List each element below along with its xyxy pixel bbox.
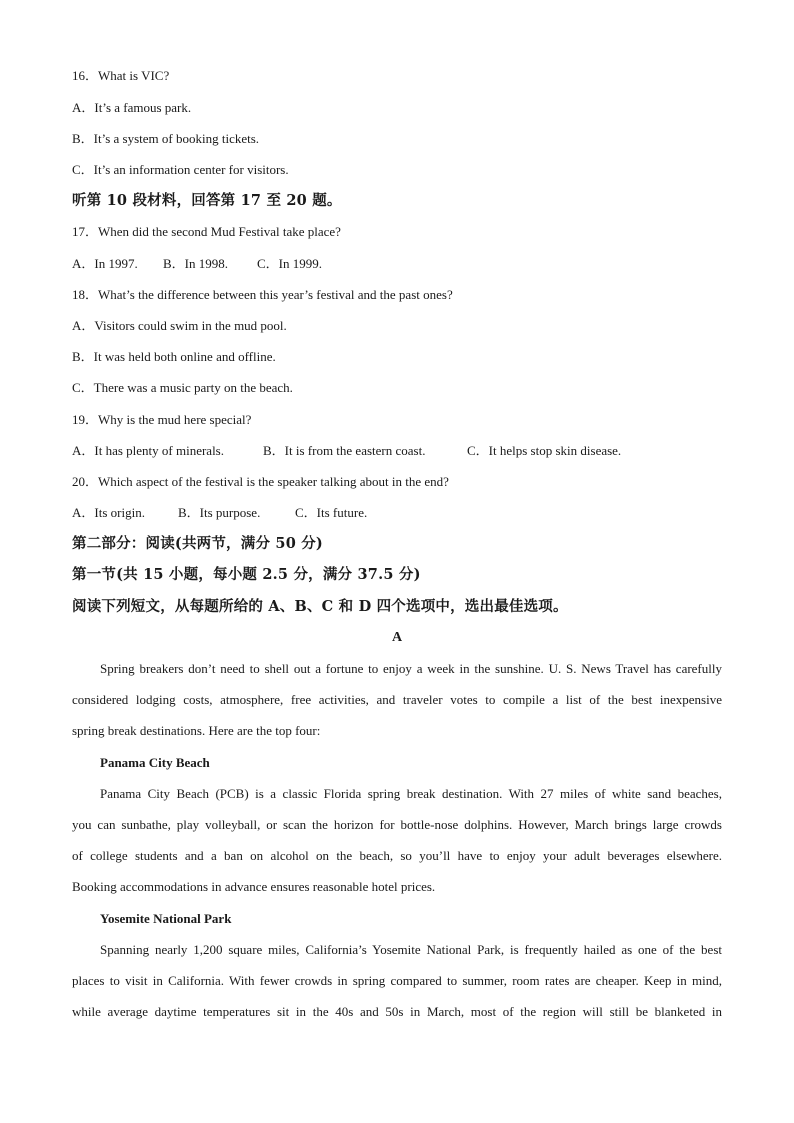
question-17: 17．When did the second Mud Festival take place? xyxy=(72,224,341,239)
destination-title: Panama City Beach xyxy=(100,755,210,770)
destination-title: Yosemite National Park xyxy=(100,911,232,926)
question-20: 20．Which aspect of the festival is the speaker talking about in the end? xyxy=(72,474,449,489)
reading-instruction: 阅读下列短文，从每题所给的 A、B、C 和 D 四个选项中，选出最佳选项。 xyxy=(72,598,568,615)
question-16: 16．What is VIC? xyxy=(72,68,170,83)
q19-option-c: C．It helps stop skin disease. xyxy=(467,443,622,458)
q18-option-c: C．There was a music party on the beach. xyxy=(72,380,293,395)
intro-paragraph xyxy=(72,660,722,753)
paragraph-line: while average daytime temperatures sit in the 40s and 50s in March, most of the region will still be blanketed in xyxy=(72,1004,722,1019)
paragraph-line: of college students and a ban on alcohol on the beach, so you’ll have to enjoy your adult beverages elsewhere. xyxy=(72,848,722,863)
q17-option-a: A．In 1997. xyxy=(72,256,138,271)
passage-label: A xyxy=(391,630,403,645)
paragraph-line: you can sunbathe, play volleyball, or scan the horizon for bottle-nose dolphins. However, March brings large crowds xyxy=(72,817,722,832)
q20-option-b: B．Its purpose. xyxy=(178,505,261,520)
intro-line: Spring breakers don’t need to shell out a fortune to enjoy a week in the sunshine. U. S. News Travel has carefully xyxy=(100,661,722,676)
q16-option-a: A．It’s a famous park. xyxy=(72,100,192,115)
q17-option-b: B．In 1998. xyxy=(163,256,229,271)
section-one-heading: 第一节(共 15 小题，每小题 2.5 分，满分 37.5 分) xyxy=(72,566,421,583)
q17-option-c: C．In 1999. xyxy=(257,256,323,271)
q20-options xyxy=(72,504,367,522)
destination-paragraph xyxy=(72,941,722,1034)
q19-option-a: A．It has plenty of minerals. xyxy=(72,443,224,458)
part-two-heading: 第二部分：阅读(共两节，满分 50 分) xyxy=(72,535,323,552)
q19-option-b: B．It is from the eastern coast. xyxy=(263,443,426,458)
q19-options xyxy=(72,442,621,460)
paragraph-line: places to visit in California. With fewer crowds in spring compared to summer, room rates are cheaper. Keep in mind, xyxy=(72,973,722,988)
q20-option-a: A．Its origin. xyxy=(72,505,145,520)
q17-options xyxy=(72,255,322,273)
q20-option-c: C．Its future. xyxy=(295,505,368,520)
question-19: 19．Why is the mud here special? xyxy=(72,412,252,427)
q18-option-a: A．Visitors could swim in the mud pool. xyxy=(72,318,287,333)
destination-paragraph xyxy=(72,785,722,909)
paragraph-line: Panama City Beach (PCB) is a classic Florida spring break destination. With 27 miles of white sand beaches, xyxy=(100,786,722,801)
section-10-heading: 听第 10 段材料，回答第 17 至 20 题。 xyxy=(72,192,342,209)
question-18: 18．What’s the difference between this year’s festival and the past ones? xyxy=(72,287,453,302)
q16-option-b: B．It’s a system of booking tickets. xyxy=(72,131,260,146)
intro-line: considered lodging costs, atmosphere, free activities, and traveler votes to compile a list of the best inexpensive xyxy=(72,692,722,707)
q16-option-c: C．It’s an information center for visitors. xyxy=(72,162,289,177)
paragraph-line: Spanning nearly 1,200 square miles, California’s Yosemite National Park, is frequently hailed as one of the best xyxy=(100,942,722,957)
intro-line: spring break destinations. Here are the top four: xyxy=(72,723,321,738)
q18-option-b: B．It was held both online and offline. xyxy=(72,349,276,364)
paragraph-line: Booking accommodations in advance ensures reasonable hotel prices. xyxy=(72,879,436,894)
